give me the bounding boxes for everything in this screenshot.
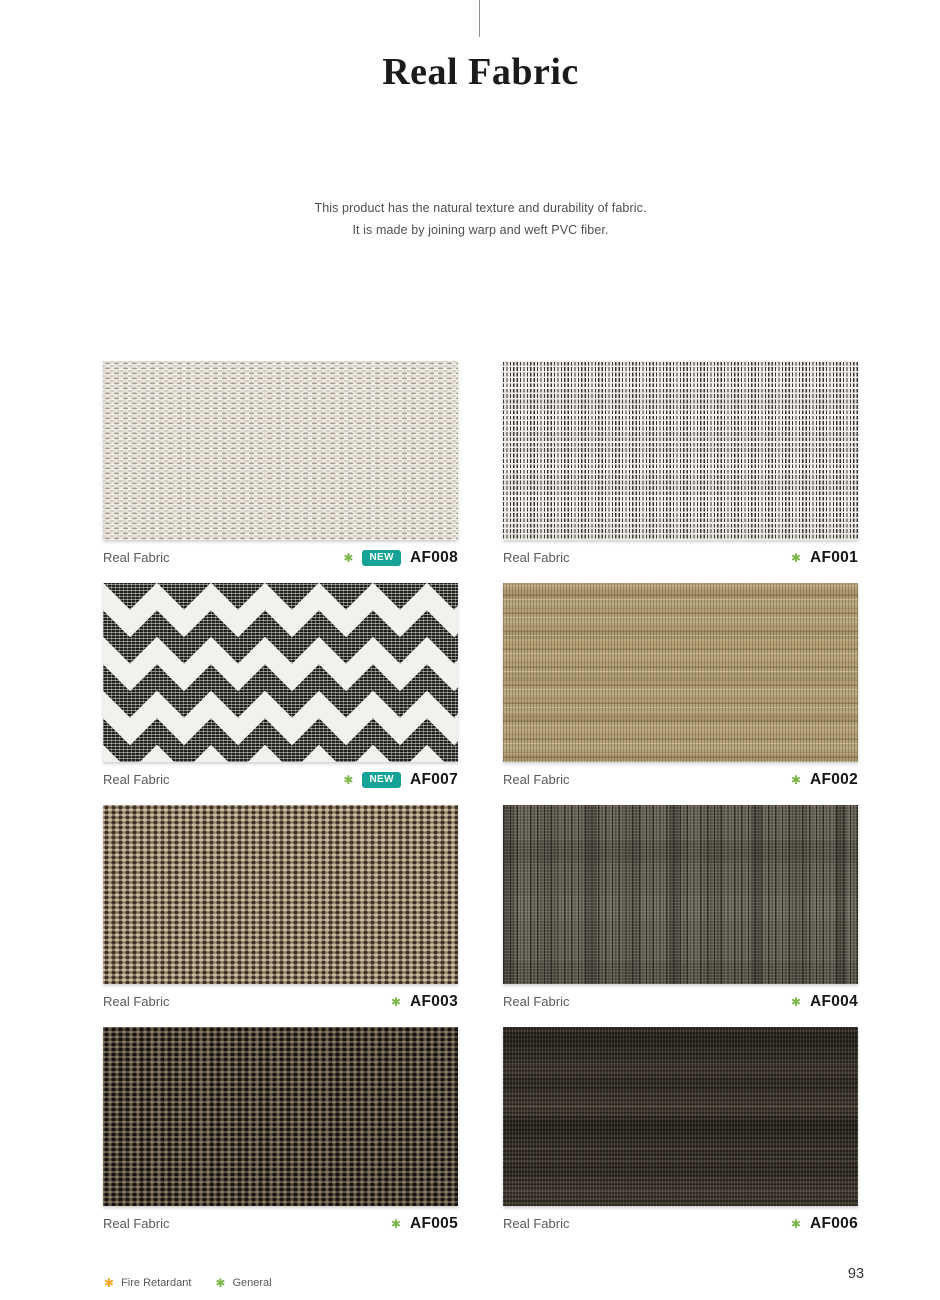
- product-cell-af002: [503, 583, 858, 789]
- swatch-code: AF003: [409, 992, 458, 1010]
- product-description: [103, 197, 858, 241]
- swatch-label: Real Fabric: [503, 550, 570, 565]
- fabric-swatch-af003: [103, 805, 458, 984]
- fabric-swatch-af004: [503, 805, 858, 984]
- general-asterisk-icon: ✱: [790, 994, 801, 1009]
- fabric-swatch-af001: [503, 361, 858, 540]
- swatch-caption: [503, 992, 858, 1011]
- top-divider-line: [479, 0, 480, 37]
- swatch-code: AF007: [409, 770, 458, 788]
- general-asterisk-icon: ✱: [343, 772, 354, 787]
- swatch-label: Real Fabric: [503, 1216, 570, 1231]
- swatch-meta: [791, 771, 858, 789]
- new-badge: NEW: [362, 550, 401, 566]
- legend: [104, 1277, 272, 1289]
- swatch-caption: [103, 770, 458, 789]
- swatch-code: AF001: [809, 548, 858, 566]
- product-cell-af001: [503, 361, 858, 567]
- swatch-meta: [791, 1215, 858, 1233]
- swatch-code: AF002: [809, 770, 858, 788]
- page-number: 93: [847, 1266, 865, 1282]
- swatch-caption: [103, 548, 458, 567]
- general-asterisk-icon: ✱: [390, 994, 401, 1009]
- swatch-code: AF006: [809, 1214, 858, 1232]
- product-cell-af003: [103, 805, 458, 1011]
- fabric-swatch-af002: [503, 583, 858, 762]
- swatch-meta: [391, 1215, 458, 1233]
- swatch-caption: [503, 770, 858, 789]
- swatch-meta: [391, 993, 458, 1011]
- swatch-code: AF008: [409, 548, 458, 566]
- fabric-swatch-af005: [103, 1027, 458, 1206]
- product-cell-af007: [103, 583, 458, 789]
- general-asterisk-icon: ✱: [215, 1276, 226, 1290]
- page-title: Real Fabric: [382, 51, 579, 93]
- new-badge: NEW: [362, 772, 401, 788]
- general-asterisk-icon: ✱: [343, 550, 354, 565]
- swatch-meta: [791, 549, 858, 567]
- legend-label-fire-retardant: Fire Retardant: [121, 1277, 192, 1289]
- legend-label-general: General: [232, 1277, 272, 1289]
- swatch-caption: [503, 1214, 858, 1233]
- swatch-label: Real Fabric: [503, 772, 570, 787]
- product-cell-af005: [103, 1027, 458, 1233]
- fabric-swatch-af008: [103, 361, 458, 540]
- description-line-1: This product has the natural texture and durability of fabric.: [314, 201, 647, 215]
- product-cell-af006: [503, 1027, 858, 1233]
- swatch-code: AF004: [809, 992, 858, 1010]
- swatch-meta: [343, 549, 458, 567]
- fabric-swatch-af006: [503, 1027, 858, 1206]
- swatch-grid: [103, 361, 858, 1233]
- swatch-meta: [343, 771, 458, 789]
- general-asterisk-icon: ✱: [790, 1216, 801, 1231]
- general-asterisk-icon: ✱: [790, 550, 801, 565]
- swatch-label: Real Fabric: [503, 994, 570, 1009]
- swatch-label: Real Fabric: [103, 772, 170, 787]
- fire-retardant-asterisk-icon: ✱: [104, 1276, 115, 1290]
- swatch-caption: [103, 1214, 458, 1233]
- swatch-meta: [791, 993, 858, 1011]
- fabric-swatch-af007: [103, 583, 458, 762]
- swatch-label: Real Fabric: [103, 550, 170, 565]
- swatch-caption: [503, 548, 858, 567]
- swatch-label: Real Fabric: [103, 994, 170, 1009]
- product-cell-af004: [503, 805, 858, 1011]
- general-asterisk-icon: ✱: [390, 1216, 401, 1231]
- swatch-caption: [103, 992, 458, 1011]
- swatch-code: AF005: [409, 1214, 458, 1232]
- product-cell-af008: [103, 361, 458, 567]
- description-line-2: It is made by joining warp and weft PVC fiber.: [352, 223, 609, 237]
- swatch-label: Real Fabric: [103, 1216, 170, 1231]
- general-asterisk-icon: ✱: [790, 772, 801, 787]
